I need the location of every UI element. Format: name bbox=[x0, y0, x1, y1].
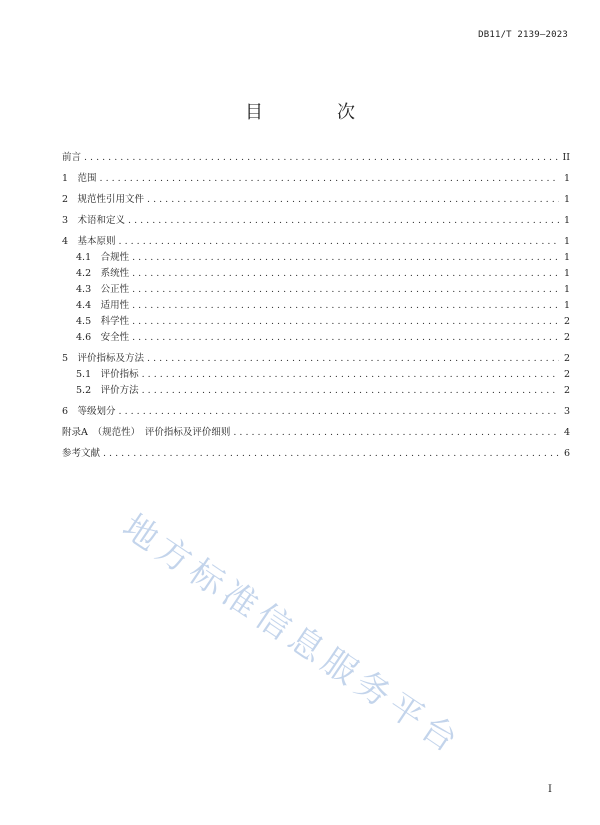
toc-entry[interactable] bbox=[62, 314, 570, 330]
toc-entry-label: 4 基本原则 bbox=[62, 236, 116, 247]
toc-entry[interactable] bbox=[62, 425, 570, 441]
toc-entry-label: 6 等级划分 bbox=[62, 406, 116, 417]
toc-entry-page: 2 bbox=[563, 369, 570, 380]
toc-entry[interactable] bbox=[62, 367, 570, 383]
dot-leader bbox=[119, 234, 559, 250]
toc-entry-page: 1 bbox=[563, 300, 570, 311]
toc-entry-label: 4.3 公正性 bbox=[76, 284, 130, 295]
toc-entry-label: 参考文献 bbox=[62, 448, 101, 459]
toc-entry-page: 2 bbox=[563, 316, 570, 327]
dot-leader bbox=[103, 446, 559, 462]
dot-leader bbox=[84, 150, 559, 166]
toc-entry[interactable] bbox=[62, 282, 570, 298]
toc-entry[interactable] bbox=[62, 213, 570, 229]
toc-entry-page: II bbox=[562, 152, 570, 163]
toc-entry-page: 1 bbox=[563, 173, 570, 184]
dot-leader bbox=[147, 351, 559, 367]
toc-entry[interactable] bbox=[62, 298, 570, 314]
toc-entry-page: 4 bbox=[563, 427, 570, 438]
toc-entry-label: 1 范围 bbox=[62, 173, 97, 184]
dot-leader bbox=[132, 266, 559, 282]
toc-entry[interactable] bbox=[62, 150, 570, 166]
toc-entry-label: 前言 bbox=[62, 152, 82, 163]
toc-entry[interactable] bbox=[62, 330, 570, 346]
toc-entry-page: 1 bbox=[563, 252, 570, 263]
dot-leader bbox=[128, 213, 559, 229]
page-number: I bbox=[548, 784, 552, 795]
toc-entry-label: 附录A （规范性） 评价指标及评价细则 bbox=[62, 427, 231, 438]
dot-leader bbox=[132, 314, 559, 330]
toc-entry-page: 1 bbox=[563, 284, 570, 295]
toc-entry-page: 1 bbox=[563, 268, 570, 279]
table-of-contents bbox=[62, 145, 570, 462]
toc-entry-label: 4.1 合规性 bbox=[76, 252, 130, 263]
dot-leader bbox=[132, 282, 559, 298]
toc-entry-label: 4.4 适用性 bbox=[76, 300, 130, 311]
toc-entry-page: 2 bbox=[563, 385, 570, 396]
dot-leader bbox=[119, 404, 559, 420]
toc-entry-page: 1 bbox=[563, 194, 570, 205]
toc-entry-page: 6 bbox=[563, 448, 570, 459]
toc-entry-label: 4.2 系统性 bbox=[76, 268, 130, 279]
toc-entry[interactable] bbox=[62, 171, 570, 187]
toc-entry[interactable] bbox=[62, 266, 570, 282]
dot-leader bbox=[132, 250, 559, 266]
dot-leader bbox=[142, 383, 559, 399]
toc-entry-page: 2 bbox=[563, 353, 570, 364]
toc-entry-label: 4.5 科学性 bbox=[76, 316, 130, 327]
toc-entry-label: 2 规范性引用文件 bbox=[62, 194, 145, 205]
toc-entry[interactable] bbox=[62, 404, 570, 420]
toc-entry-label: 5 评价指标及方法 bbox=[62, 353, 145, 364]
dot-leader bbox=[132, 330, 559, 346]
toc-entry[interactable] bbox=[62, 234, 570, 250]
toc-entry[interactable] bbox=[62, 383, 570, 399]
document-code: DB11/T 2139—2023 bbox=[478, 30, 568, 40]
dot-leader bbox=[147, 192, 559, 208]
toc-entry-page: 3 bbox=[563, 406, 570, 417]
toc-entry[interactable] bbox=[62, 446, 570, 462]
toc-entry[interactable] bbox=[62, 192, 570, 208]
toc-entry-label: 4.6 安全性 bbox=[76, 332, 130, 343]
toc-entry-page: 1 bbox=[563, 236, 570, 247]
toc-entry[interactable] bbox=[62, 351, 570, 367]
toc-entry-page: 2 bbox=[563, 332, 570, 343]
toc-entry-label: 5.1 评价指标 bbox=[76, 369, 139, 380]
watermark: 地方标准信息服务平台 bbox=[115, 506, 470, 764]
toc-entry-label: 3 术语和定义 bbox=[62, 215, 126, 226]
dot-leader bbox=[100, 171, 559, 187]
page-title: 目 次 bbox=[245, 102, 383, 124]
toc-entry-page: 1 bbox=[563, 215, 570, 226]
dot-leader bbox=[142, 367, 559, 383]
toc-entry[interactable] bbox=[62, 250, 570, 266]
dot-leader bbox=[132, 298, 559, 314]
dot-leader bbox=[233, 425, 559, 441]
toc-entry-label: 5.2 评价方法 bbox=[76, 385, 139, 396]
